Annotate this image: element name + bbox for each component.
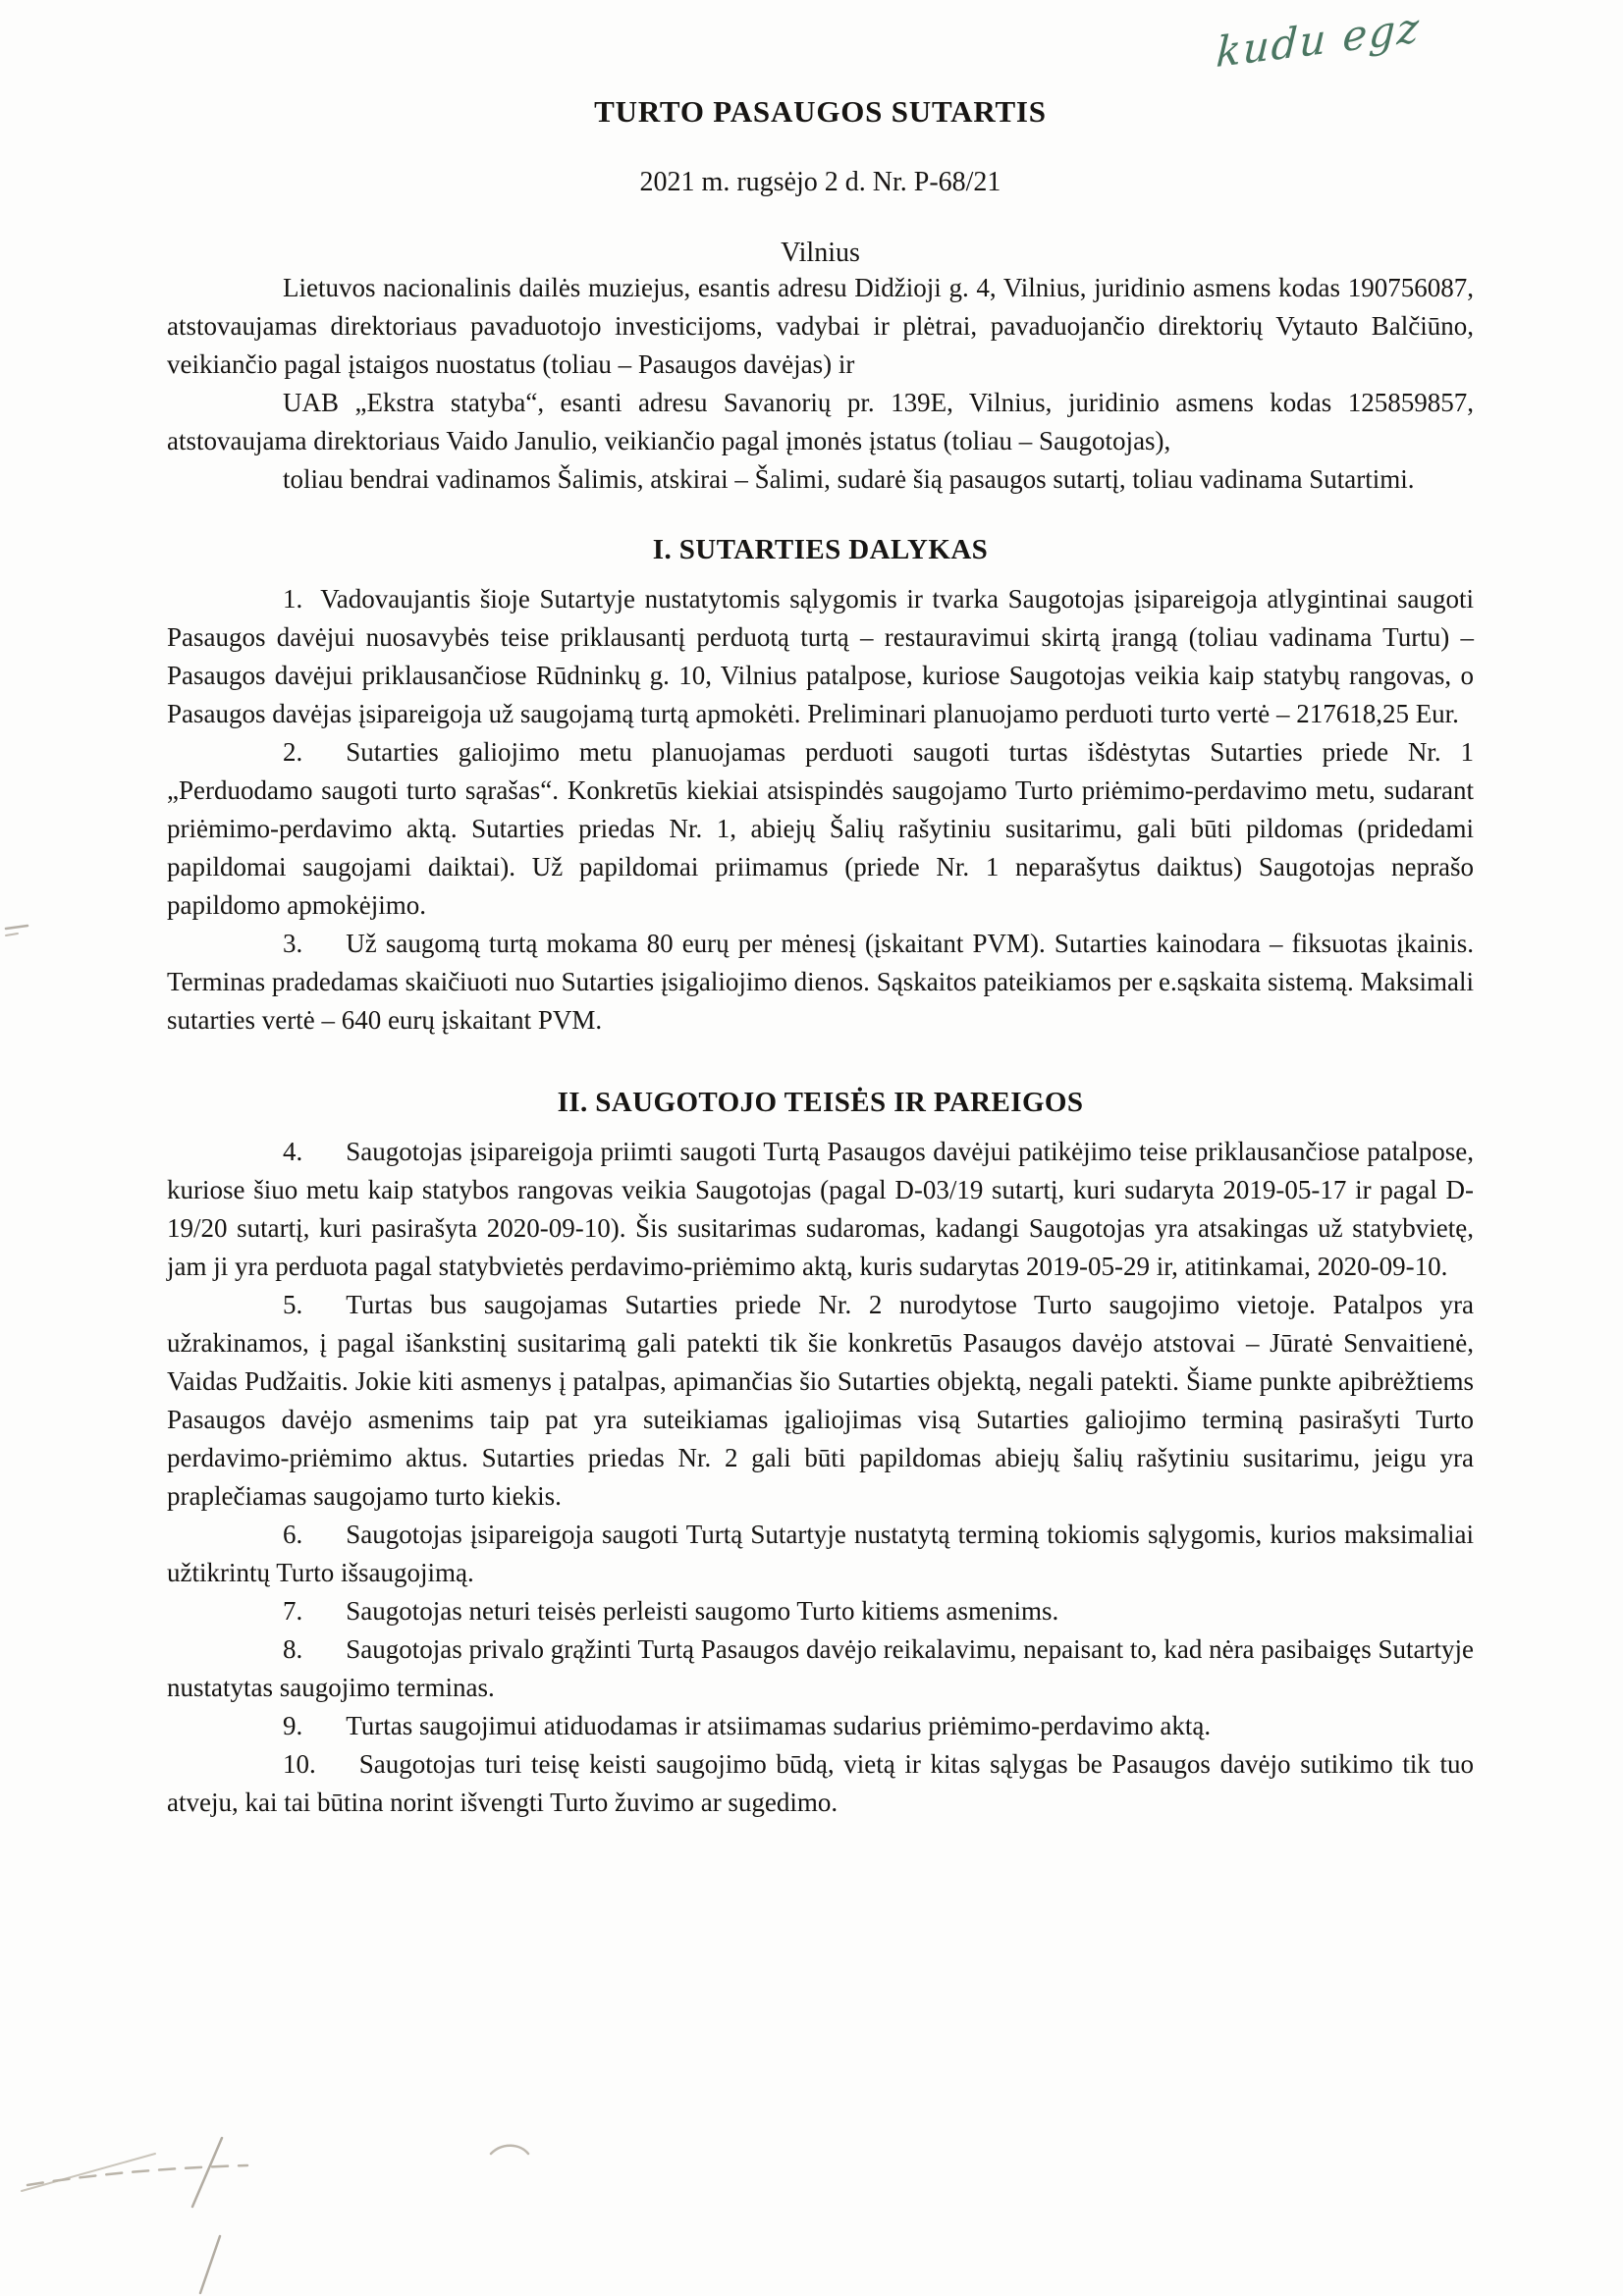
document-date-number: 2021 m. rugsėjo 2 d. Nr. P-68/21	[639, 167, 1001, 197]
contract-clause-10	[167, 1745, 1474, 1822]
clause-text: Saugotojas neturi teisės perleisti saugomo Turto kitiems asmenims.	[346, 1596, 1059, 1626]
preamble-paragraph-3: toliau bendrai vadinamos Šalimis, atskirai – Šalimi, sudarė šią pasaugos sutartį, toliau vadinama Sutartimi.	[283, 464, 1415, 494]
contract-clause-3	[167, 925, 1474, 1040]
contract-clause-1	[167, 580, 1474, 733]
clause-number: 1.	[283, 584, 303, 614]
clause-text: Turtas saugojimui atiduodamas ir atsiimamas sudarius priėmimo-perdavimo aktą.	[346, 1711, 1212, 1740]
clause-text: Turtas bus saugojamas Sutarties priede Nr. 2 nurodytose Turto saugojimo vietoje. Patalpos yra užrakinamos, į pagal išankstinį susitarimą gali patekti tik šie konkretūs Pasaugos davėjo atstovai – Jūratė Senvaitienė, Vaidas Pudžaitis. Jokie kiti asmenys į patalpas, apimančias šio Sutarties objektą, negali patekti. Šiame punkte apibrėžtiems Pasaugos davėjo asmenims taip pat yra suteikiamas įgaliojimas visą Sutarties galiojimo terminą pasirašyti Turto perdavimo-priėmimo aktus. Sutarties priedas Nr. 2 gali būti papildomas abiejų šalių rašytiniu susitarimu, jeigu yra praplečiamas saugojamo turto kiekis.	[167, 1290, 1474, 1511]
clause-text: Už saugomą turtą mokama 80 eurų per mėnesį (įskaitant PVM). Sutarties kainodara – fiksuotas įkainis. Terminas pradedamas skaičiuoti nuo Sutarties įsigaliojimo dienos. Sąskaitos pateikiamos per e.sąskaita sistemą. Maksimali sutarties vertė – 640 eurų įskaitant PVM.	[167, 929, 1474, 1035]
contract-clause-6	[167, 1516, 1474, 1592]
contract-clause-5	[167, 1286, 1474, 1516]
section-1-heading: I. SUTARTIES DALYKAS	[652, 534, 989, 565]
clause-number: 10.	[283, 1749, 316, 1779]
contract-clause-9	[167, 1707, 1474, 1745]
clause-text: Saugotojas įsipareigoja saugoti Turtą Sutartyje nustatytą terminą tokiomis sąlygomis, kurios maksimaliai užtikrintų Turto išsaugojimą.	[167, 1520, 1474, 1587]
contract-clause-4	[167, 1133, 1474, 1286]
contract-clause-7	[167, 1592, 1474, 1630]
clause-text: Saugotojas įsipareigoja priimti saugoti Turtą Pasaugos davėjui patikėjimo teise priklausančiose patalpose, kuriose šiuo metu kaip statybos rangovas veikia Saugotojas (pagal D-03/19 sutartį, kuri sudaryta 2019-05-17 ir pagal D-19/20 sutartį, kuri pasirašyta 2020-09-10). Šis susitarimas sudaromas, kadangi Saugotojas yra atsakingas už statybvietę, jam ji yra perduota pagal statybvietės perdavimo-priėmimo aktą, kuris sudarytas 2019-05-29 ir, atitinkamai, 2020-09-10.	[167, 1137, 1474, 1281]
pencil-scribble	[0, 2091, 609, 2296]
clause-text: Saugotojas turi teisę keisti saugojimo būdą, vietą ir kitas sąlygas be Pasaugos davėjo sutikimo tik tuo atveju, kai tai būtina norint išvengti Turto žuvimo ar sugedimo.	[167, 1749, 1474, 1817]
document-city: Vilnius	[781, 238, 860, 268]
clause-number: 8.	[283, 1634, 303, 1664]
contract-clause-2	[167, 733, 1474, 925]
clause-text: Saugotojas privalo grąžinti Turtą Pasaugos davėjo reikalavimu, nepaisant to, kad nėra pasibaigęs Sutartyje nustatytas saugojimo terminas.	[167, 1634, 1474, 1702]
clause-number: 5.	[283, 1290, 303, 1319]
clause-text: Vadovaujantis šioje Sutartyje nustatytomis sąlygomis ir tvarka Saugotojas įsipareigoja atlygintinai saugoti Pasaugos davėjui nuosavybės teise priklausantį perduotą turtą – restauravimui skirtą įrangą (toliau vadinama Turtu) – Pasaugos davėjui priklausančiose Rūdninkų g. 10, Vilnius patalpose, kuriose Saugotojas veikia kaip statybų rangovas, o Pasaugos davėjas įsipareigoja už saugojamą turtą apmokėti. Preliminari planuojamo perduoti turto vertė – 217618,25 Eur.	[167, 584, 1474, 728]
clause-number: 3.	[283, 929, 303, 958]
preamble-paragraph-1: Lietuvos nacionalinis dailės muziejus, esantis adresu Didžioji g. 4, Vilnius, juridinio asmens kodas 190756087, atstovaujamas direktoriaus pavaduotojo investicijoms, vadybai ir plėtrai, pavaduojančio direktorių Vytauto Balčiūno, veikiančio pagal įstaigos nuostatus (toliau – Pasaugos davėjas) ir	[167, 273, 1474, 379]
clause-number: 9.	[283, 1711, 303, 1740]
preamble-paragraph-2: UAB „Ekstra statyba“, esanti adresu Savanorių pr. 139E, Vilnius, juridinio asmens kodas 125859857, atstovaujama direktoriaus Vaido Janulio, veikiančio pagal įmonės įstatus (toliau – Saugotojas),	[167, 388, 1474, 455]
clause-number: 4.	[283, 1137, 303, 1166]
section-2-heading: II. SAUGOTOJO TEISĖS IR PAREIGOS	[557, 1087, 1084, 1118]
clause-number: 2.	[283, 737, 303, 767]
document-title: TURTO PASAUGOS SUTARTIS	[594, 94, 1047, 129]
clause-text: Sutarties galiojimo metu planuojamas perduoti saugoti turtas išdėstytas Sutarties priede Nr. 1 „Perduodamo saugoti turto sąrašas“. Konkretūs kiekiai atsispindės saugojamo Turto priėmimo-perdavimo metu, sudarant priėmimo-perdavimo aktą. Sutarties priedas Nr. 1, abiejų Šalių rašytiniu susitarimu, gali būti pildomas (pridedami papildomai saugojami daiktai). Už papildomai priimamus (priede Nr. 1 neparašytus daiktus) Saugotojas neprašo papildomo apmokėjimo.	[167, 737, 1474, 920]
clause-number: 6.	[283, 1520, 303, 1549]
handwritten-annotation: kudu egz	[1215, 2, 1423, 78]
scan-edge-pencil-mark	[4, 921, 37, 942]
contract-clause-8	[167, 1630, 1474, 1707]
clause-number: 7.	[283, 1596, 303, 1626]
